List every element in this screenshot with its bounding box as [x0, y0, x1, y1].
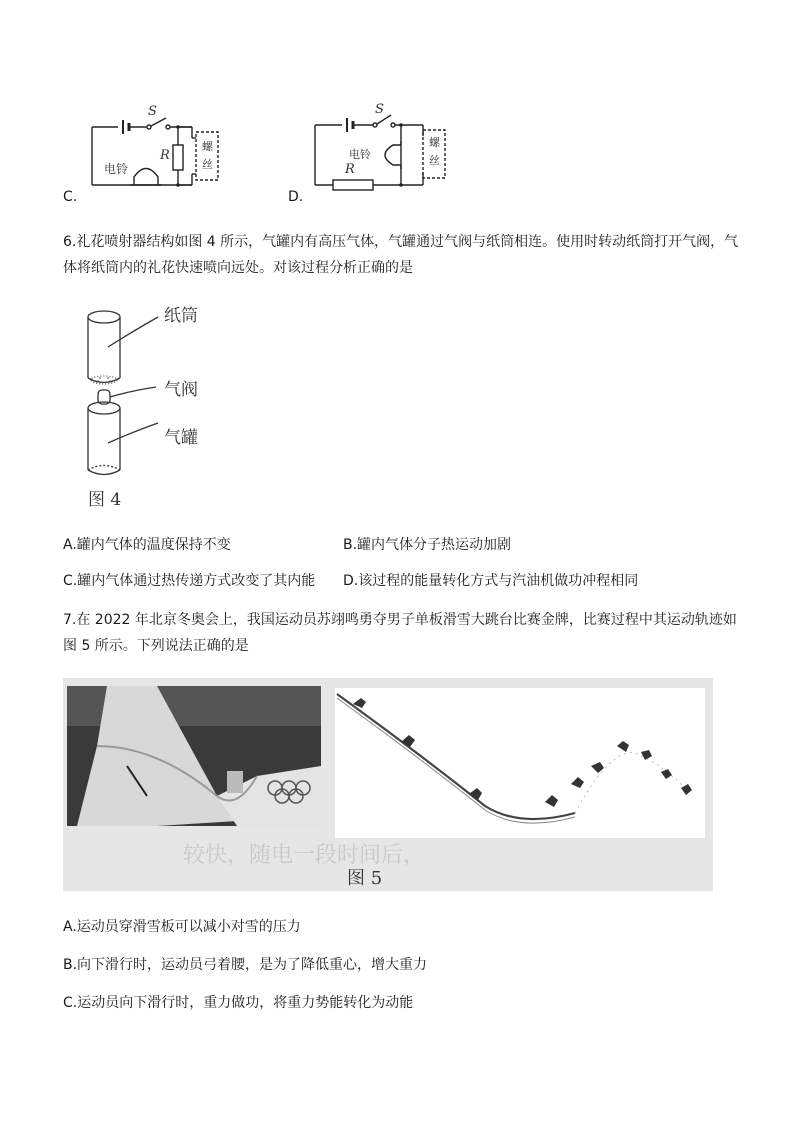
circuit-option-c [60, 100, 240, 205]
snowboard-trajectory [335, 688, 705, 838]
coil-label-d-1: 螺 [429, 136, 440, 149]
label-paper-tube: 纸筒 [164, 306, 198, 326]
ski-jump-photo [67, 686, 321, 826]
q7-option-a: A.运动员穿滑雪板可以减小对雪的压力 [63, 919, 301, 935]
q7-stem [63, 607, 743, 659]
q6-option-d: D.该过程的能量转化方式与汽油机做功冲程相同 [343, 573, 639, 589]
bell-label-c: 电铃 [104, 162, 129, 176]
coil-label-c-2: 丝 [202, 158, 213, 171]
q6-stem-line1: 6.礼花喷射器结构如图 4 所示，气罐内有高压气体，气罐通过气阀与纸筒相连。使用时转动纸筒打开气阀，气 [63, 234, 739, 250]
figure-5-caption: 图 5 [347, 868, 383, 889]
q6-option-b: B.罐内气体分子热运动加剧 [343, 537, 512, 553]
option-d-letter: D. [288, 189, 304, 205]
q7-stem-line1: 7.在 2022 年北京冬奥会上，我国运动员苏翊鸣勇夺男子单板滑雪大跳台比赛金牌，比赛过程中其运动轨迹如 [63, 612, 737, 628]
circuit-diagram-d [305, 100, 465, 205]
q6-option-a: A.罐内气体的温度保持不变 [63, 537, 231, 553]
circuit-option-d [305, 100, 465, 205]
switch-label-c: S [148, 104, 157, 119]
option-c-letter: C. [63, 189, 78, 205]
q7-stem-line2: 图 5 所示。下列说法正确的是 [63, 638, 249, 654]
resistor-label-c: R [160, 148, 170, 163]
q6-option-c: C.罐内气体通过热传递方式改变了其内能 [63, 573, 316, 589]
figure-5 [63, 678, 713, 891]
coil-label-d-2: 丝 [429, 154, 440, 167]
resistor-label-d: R [345, 162, 355, 177]
q7-option-b: B.向下滑行时，运动员弓着腰，是为了降低重心，增大重力 [63, 957, 428, 973]
coil-label-c-1: 螺 [202, 140, 213, 153]
q6-stem [63, 229, 743, 281]
big-air-ramp-image [67, 686, 321, 826]
figure-4-caption: 图 4 [88, 490, 122, 510]
bleed-through-text: 较快，随电一段时间后， [183, 843, 426, 868]
label-air-valve: 气阀 [164, 380, 198, 400]
switch-label-d: S [375, 102, 384, 117]
q7-option-c: C.运动员向下滑行时，重力做功，将重力势能转化为动能 [63, 995, 414, 1011]
label-gas-tank: 气罐 [164, 428, 198, 448]
figure-4 [70, 295, 230, 515]
bell-label-d: 电铃 [349, 148, 371, 161]
fireworks-launcher-diagram [70, 295, 230, 515]
trajectory-diagram [335, 688, 705, 838]
q6-stem-line2: 体将纸筒内的礼花快速喷向远处。对该过程分析正确的是 [63, 260, 413, 276]
